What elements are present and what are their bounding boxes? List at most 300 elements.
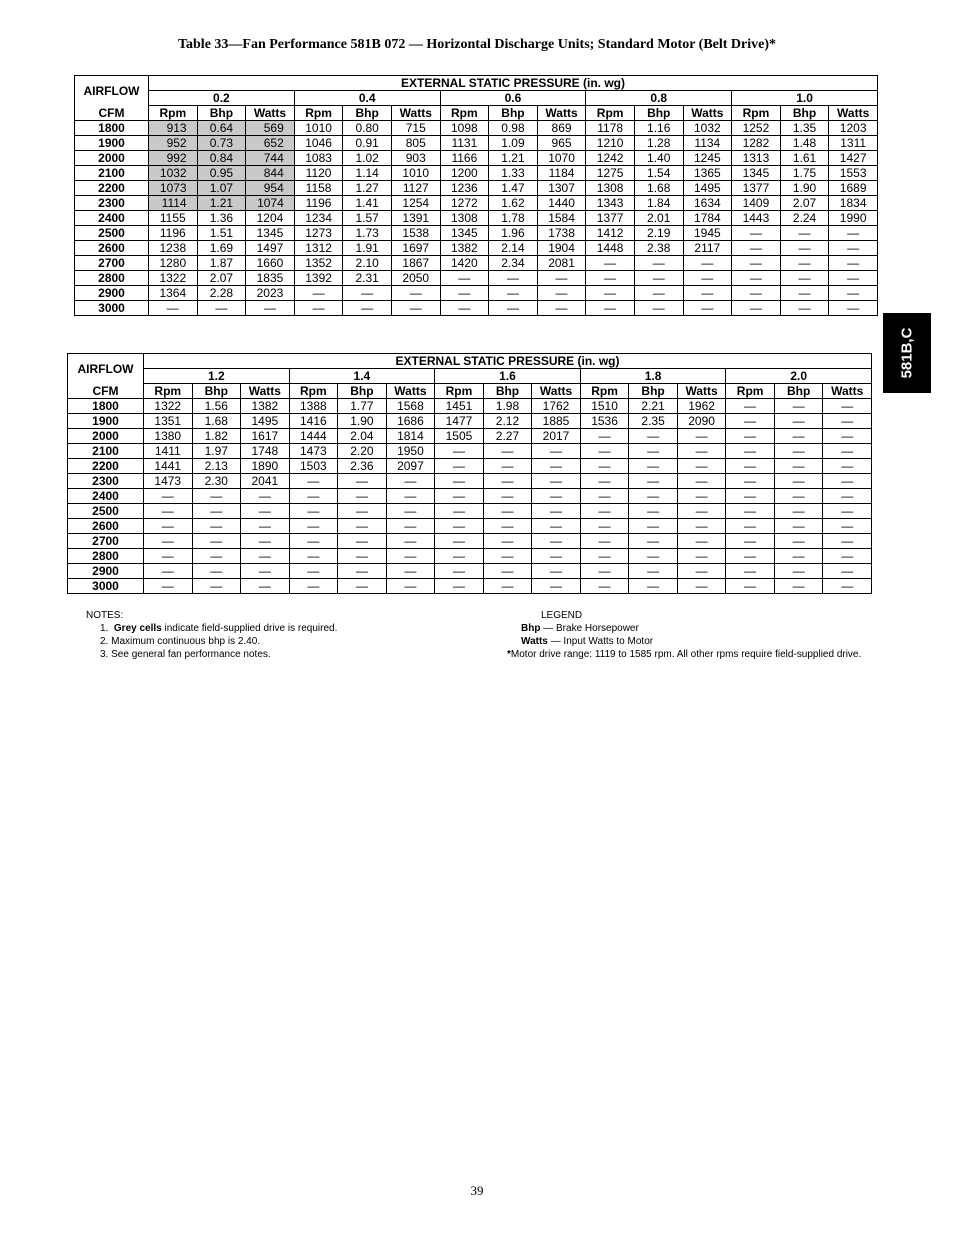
table-cell: 1416	[289, 414, 338, 429]
table-cell: —	[732, 256, 781, 271]
legend-heading: LEGEND	[541, 610, 583, 621]
table-cell: —	[726, 579, 775, 594]
table-cell: —	[149, 301, 198, 316]
table-cell: 1155	[149, 211, 198, 226]
table-cell: —	[586, 301, 635, 316]
table-cell: 2.36	[338, 459, 387, 474]
table-cell: 1.56	[192, 399, 241, 414]
table-cell: 2.34	[489, 256, 538, 271]
table-cell: —	[532, 534, 581, 549]
table-cell: 1990	[829, 211, 878, 226]
table-cell: 1.87	[197, 256, 246, 271]
table-cell: —	[532, 459, 581, 474]
table-cell: —	[289, 549, 338, 564]
table-cell: 1083	[294, 151, 343, 166]
table-cell: 1.57	[343, 211, 392, 226]
table-cell: —	[289, 504, 338, 519]
table-cell: 1234	[294, 211, 343, 226]
table-cell: 965	[537, 136, 586, 151]
cfm-value: 2800	[75, 271, 149, 286]
table-cell: 1.36	[197, 211, 246, 226]
table-cell: 1443	[732, 211, 781, 226]
table-cell: —	[677, 579, 726, 594]
table-cell: 1885	[532, 414, 581, 429]
table-cell: —	[537, 286, 586, 301]
table-cell: 2050	[391, 271, 440, 286]
table-row	[68, 564, 872, 579]
table-cell: 2.20	[338, 444, 387, 459]
cfm-value: 2000	[75, 151, 149, 166]
table-cell: 1.41	[343, 196, 392, 211]
table-cell: 1584	[537, 211, 586, 226]
cfm-value: 2700	[75, 256, 149, 271]
table-cell: —	[726, 489, 775, 504]
table-cell: —	[580, 504, 629, 519]
table-cell: —	[677, 504, 726, 519]
pressure-group-0.8: 0.8	[586, 91, 732, 106]
table-cell: 1210	[586, 136, 635, 151]
table-cell: —	[774, 519, 823, 534]
table-cell: —	[732, 301, 781, 316]
table-cell: —	[435, 579, 484, 594]
table-cell: —	[774, 444, 823, 459]
table-cell: 1120	[294, 166, 343, 181]
table-cell: —	[338, 474, 387, 489]
table-cell: 952	[149, 136, 198, 151]
table-cell: 1536	[580, 414, 629, 429]
table-cell: 1962	[677, 399, 726, 414]
table-row	[68, 429, 872, 444]
table-cell: —	[483, 504, 532, 519]
table-cell: —	[726, 519, 775, 534]
cfm-value: 2200	[68, 459, 144, 474]
table-cell: 2117	[683, 241, 732, 256]
column-header-rpm: Rpm	[580, 384, 629, 399]
table-cell: —	[144, 564, 193, 579]
column-header-rpm: Rpm	[294, 106, 343, 121]
note-1-text: indicate field-supplied drive is required.	[161, 623, 338, 634]
pressure-group-0.2: 0.2	[149, 91, 295, 106]
table-cell: 1.09	[489, 136, 538, 151]
column-header-bhp: Bhp	[483, 384, 532, 399]
table-cell: 1196	[294, 196, 343, 211]
table-cell: 0.95	[197, 166, 246, 181]
table-cell: 1660	[246, 256, 295, 271]
table-cell: —	[343, 301, 392, 316]
table-cell: 1245	[683, 151, 732, 166]
table-cell: —	[683, 256, 732, 271]
table-cell: 1114	[149, 196, 198, 211]
cfm-value: 1800	[75, 121, 149, 136]
table-cell: —	[483, 519, 532, 534]
table-cell: 1.51	[197, 226, 246, 241]
table-cell: 1352	[294, 256, 343, 271]
table-cell: —	[192, 489, 241, 504]
table-cell: 1.69	[197, 241, 246, 256]
table-cell: 1441	[144, 459, 193, 474]
column-header-watts: Watts	[677, 384, 726, 399]
table-cell: 1070	[537, 151, 586, 166]
table-cell: —	[829, 286, 878, 301]
table-cell: 1343	[586, 196, 635, 211]
table-cell: —	[483, 534, 532, 549]
column-header-bhp: Bhp	[489, 106, 538, 121]
pressure-group-0.6: 0.6	[440, 91, 586, 106]
table-cell: —	[780, 286, 829, 301]
table-cell: —	[823, 579, 872, 594]
table-row	[75, 136, 878, 151]
table-cell: —	[780, 241, 829, 256]
table-cell: —	[241, 519, 290, 534]
table-cell: 569	[246, 121, 295, 136]
table-cell: —	[289, 489, 338, 504]
table-cell: —	[780, 226, 829, 241]
table-cell: —	[294, 286, 343, 301]
column-header-rpm: Rpm	[289, 384, 338, 399]
table-cell: 1280	[149, 256, 198, 271]
column-header-watts: Watts	[246, 106, 295, 121]
cfm-value: 2200	[75, 181, 149, 196]
table-cell: 869	[537, 121, 586, 136]
note-1-bold: Grey cells	[113, 623, 162, 634]
table-cell: —	[386, 519, 435, 534]
table-row	[68, 534, 872, 549]
table-cell: —	[532, 489, 581, 504]
table-row	[75, 241, 878, 256]
table-cell: —	[586, 286, 635, 301]
table-cell: —	[823, 399, 872, 414]
table-cell: —	[629, 534, 678, 549]
table-cell: 0.98	[489, 121, 538, 136]
table-cell: —	[629, 429, 678, 444]
cfm-value: 1800	[68, 399, 144, 414]
table-cell: 913	[149, 121, 198, 136]
cfm-value: 2300	[75, 196, 149, 211]
table-cell: —	[677, 474, 726, 489]
cfm-value: 2600	[75, 241, 149, 256]
column-header-rpm: Rpm	[726, 384, 775, 399]
pressure-group-1.8: 1.8	[580, 369, 726, 384]
table-cell: 2041	[241, 474, 290, 489]
side-tab-label: 581B,C	[898, 327, 916, 379]
table-cell: 1420	[440, 256, 489, 271]
table-cell: 2090	[677, 414, 726, 429]
table-cell: —	[489, 301, 538, 316]
table-cell: 1.90	[780, 181, 829, 196]
table-cell: —	[580, 579, 629, 594]
table-cell: —	[726, 474, 775, 489]
table-cell: 1748	[241, 444, 290, 459]
table-cell: —	[823, 549, 872, 564]
table-cell: —	[629, 489, 678, 504]
table-cell: —	[391, 286, 440, 301]
table-cell: —	[483, 564, 532, 579]
table-cell: 1867	[391, 256, 440, 271]
table-cell: 1.07	[197, 181, 246, 196]
column-header-rpm: Rpm	[144, 384, 193, 399]
table-cell: 1391	[391, 211, 440, 226]
table-cell: 2.28	[197, 286, 246, 301]
column-header-bhp: Bhp	[774, 384, 823, 399]
table-cell: 1.91	[343, 241, 392, 256]
table-cell: 1345	[246, 226, 295, 241]
table-cell: 1.68	[634, 181, 683, 196]
table-cell: —	[192, 564, 241, 579]
pressure-group-2.0: 2.0	[726, 369, 872, 384]
table-cell: —	[440, 271, 489, 286]
table-cell: —	[532, 519, 581, 534]
table-cell: 805	[391, 136, 440, 151]
table-cell: —	[726, 444, 775, 459]
table-cell: 1497	[246, 241, 295, 256]
table-cell: —	[435, 534, 484, 549]
table-cell: 1364	[149, 286, 198, 301]
table-cell: —	[634, 301, 683, 316]
airflow-header: AIRFLOW	[75, 76, 149, 106]
fan-performance-table-low-pressure	[74, 75, 878, 316]
table-cell: —	[774, 549, 823, 564]
table-cell: —	[726, 504, 775, 519]
table-cell: —	[435, 474, 484, 489]
table-cell: 1686	[386, 414, 435, 429]
table-cell: —	[435, 549, 484, 564]
table-cell: 1505	[435, 429, 484, 444]
table-row	[75, 286, 878, 301]
notes-block	[86, 609, 337, 661]
table-cell: 1689	[829, 181, 878, 196]
table-cell: 2.07	[197, 271, 246, 286]
legend-block	[507, 609, 861, 661]
table-cell: —	[435, 459, 484, 474]
table-cell: —	[629, 549, 678, 564]
table-cell: —	[677, 489, 726, 504]
table-cell: 1890	[241, 459, 290, 474]
table-cell: —	[435, 444, 484, 459]
table-cell: —	[144, 504, 193, 519]
column-header-bhp: Bhp	[338, 384, 387, 399]
table-cell: —	[823, 489, 872, 504]
footnote-text: Motor drive range: 1119 to 1585 rpm. All other rpms require field-supplied drive.	[510, 649, 862, 660]
table-cell: 1.97	[192, 444, 241, 459]
legend-watts-term: Watts	[521, 636, 548, 647]
table-cell: —	[241, 534, 290, 549]
table-cell: 1388	[289, 399, 338, 414]
table-cell: 1204	[246, 211, 295, 226]
table-cell: —	[532, 504, 581, 519]
column-header-watts: Watts	[537, 106, 586, 121]
pressure-group-1.4: 1.4	[289, 369, 435, 384]
table-cell: —	[677, 549, 726, 564]
table-cell: —	[537, 301, 586, 316]
table-cell: 1950	[386, 444, 435, 459]
table-cell: 1308	[586, 181, 635, 196]
table-cell: —	[774, 414, 823, 429]
table-cell: —	[829, 241, 878, 256]
table-cell: 1134	[683, 136, 732, 151]
table-cell: —	[829, 271, 878, 286]
table-cell: —	[489, 271, 538, 286]
table-cell: 1322	[149, 271, 198, 286]
table-cell: 1032	[683, 121, 732, 136]
table-cell: 1073	[149, 181, 198, 196]
table-cell: —	[629, 579, 678, 594]
table-cell: —	[580, 429, 629, 444]
cfm-value: 3000	[75, 301, 149, 316]
table-cell: —	[677, 564, 726, 579]
side-tab	[883, 313, 931, 393]
table-cell: —	[780, 256, 829, 271]
table-cell: 2.12	[483, 414, 532, 429]
table-cell: 1242	[586, 151, 635, 166]
table-cell: 1238	[149, 241, 198, 256]
table-cell: 1098	[440, 121, 489, 136]
table-cell: 1477	[435, 414, 484, 429]
table-cell: 1427	[829, 151, 878, 166]
table-cell: 2.13	[192, 459, 241, 474]
table-cell: —	[192, 519, 241, 534]
table-cell: 1203	[829, 121, 878, 136]
table-cell: —	[629, 444, 678, 459]
table-cell: 1473	[144, 474, 193, 489]
note-3: 3. See general fan performance notes.	[100, 649, 271, 660]
table-cell: —	[435, 519, 484, 534]
esp-header: EXTERNAL STATIC PRESSURE (in. wg)	[149, 76, 878, 91]
table-cell: 0.64	[197, 121, 246, 136]
table-cell: —	[489, 286, 538, 301]
table-cell: —	[823, 459, 872, 474]
table-cell: 2017	[532, 429, 581, 444]
table-cell: 1.27	[343, 181, 392, 196]
table-row	[75, 196, 878, 211]
table-cell: 1411	[144, 444, 193, 459]
table-cell: —	[386, 489, 435, 504]
column-header-bhp: Bhp	[780, 106, 829, 121]
legend-bhp-def: — Brake Horsepower	[540, 623, 639, 634]
table-cell: 1.77	[338, 399, 387, 414]
table-cell: —	[586, 256, 635, 271]
table-cell: 0.84	[197, 151, 246, 166]
table-cell: —	[629, 474, 678, 489]
table-cell: —	[829, 301, 878, 316]
table-row	[68, 549, 872, 564]
table-cell: —	[774, 564, 823, 579]
table-cell: 2.14	[489, 241, 538, 256]
table-cell: —	[532, 474, 581, 489]
cfm-value: 1900	[68, 414, 144, 429]
table-row	[68, 519, 872, 534]
column-header-watts: Watts	[386, 384, 435, 399]
table-cell: 1311	[829, 136, 878, 151]
table-row	[75, 226, 878, 241]
legend-bhp-term: Bhp	[521, 623, 541, 634]
table-cell: —	[532, 564, 581, 579]
table-cell: 1351	[144, 414, 193, 429]
table-cell: 1345	[732, 166, 781, 181]
table-cell: —	[144, 534, 193, 549]
table-cell: 744	[246, 151, 295, 166]
table-cell: —	[634, 256, 683, 271]
table-cell: 1282	[732, 136, 781, 151]
table-cell: —	[338, 534, 387, 549]
table-cell: 1904	[537, 241, 586, 256]
table-cell: 1.35	[780, 121, 829, 136]
column-header-rpm: Rpm	[586, 106, 635, 121]
table-cell: 2.10	[343, 256, 392, 271]
table-cell: 1275	[586, 166, 635, 181]
table-cell: —	[677, 444, 726, 459]
column-header-bhp: Bhp	[192, 384, 241, 399]
table-cell: 1382	[440, 241, 489, 256]
table-cell: —	[774, 579, 823, 594]
table-cell: 1.14	[343, 166, 392, 181]
table-cell: —	[289, 474, 338, 489]
table-cell: 1127	[391, 181, 440, 196]
table-cell: —	[732, 241, 781, 256]
table-cell: —	[289, 519, 338, 534]
table-cell: —	[532, 549, 581, 564]
table-cell: —	[726, 564, 775, 579]
column-header-rpm: Rpm	[149, 106, 198, 121]
table-cell: —	[338, 549, 387, 564]
table-cell: 844	[246, 166, 295, 181]
table-cell: 1510	[580, 399, 629, 414]
table-cell: 1273	[294, 226, 343, 241]
table-row	[75, 181, 878, 196]
table-cell: 1178	[586, 121, 635, 136]
table-cell: 2.31	[343, 271, 392, 286]
table-row	[68, 489, 872, 504]
table-cell: 1.54	[634, 166, 683, 181]
airflow-header: AIRFLOW	[68, 354, 144, 384]
table-cell: 1617	[241, 429, 290, 444]
table-cell: —	[338, 504, 387, 519]
table-cell: —	[246, 301, 295, 316]
table-cell: 1634	[683, 196, 732, 211]
table-cell: 1345	[440, 226, 489, 241]
table-cell: —	[580, 519, 629, 534]
cfm-value: 2100	[68, 444, 144, 459]
table-cell: 1307	[537, 181, 586, 196]
table-cell: 1784	[683, 211, 732, 226]
table-cell: —	[580, 549, 629, 564]
legend-watts	[507, 635, 861, 648]
table-cell: —	[829, 256, 878, 271]
table-cell: —	[532, 579, 581, 594]
table-cell: —	[192, 549, 241, 564]
table-cell: —	[677, 519, 726, 534]
table-cell: 1308	[440, 211, 489, 226]
table-cell: 2.01	[634, 211, 683, 226]
table-cell: 1.48	[780, 136, 829, 151]
table-cell: 1495	[241, 414, 290, 429]
table-cell: —	[823, 519, 872, 534]
cfm-value: 2900	[68, 564, 144, 579]
table-cell: —	[386, 474, 435, 489]
table-cell: —	[241, 579, 290, 594]
table-cell: 2.38	[634, 241, 683, 256]
table-cell: 2.04	[338, 429, 387, 444]
column-header-rpm: Rpm	[440, 106, 489, 121]
table-cell: —	[726, 429, 775, 444]
table-cell: —	[289, 534, 338, 549]
column-header-bhp: Bhp	[634, 106, 683, 121]
table-cell: —	[580, 534, 629, 549]
table-cell: —	[774, 399, 823, 414]
table-cell: —	[294, 301, 343, 316]
table-cell: 0.91	[343, 136, 392, 151]
table-cell: 1046	[294, 136, 343, 151]
table-cell: 2.35	[629, 414, 678, 429]
